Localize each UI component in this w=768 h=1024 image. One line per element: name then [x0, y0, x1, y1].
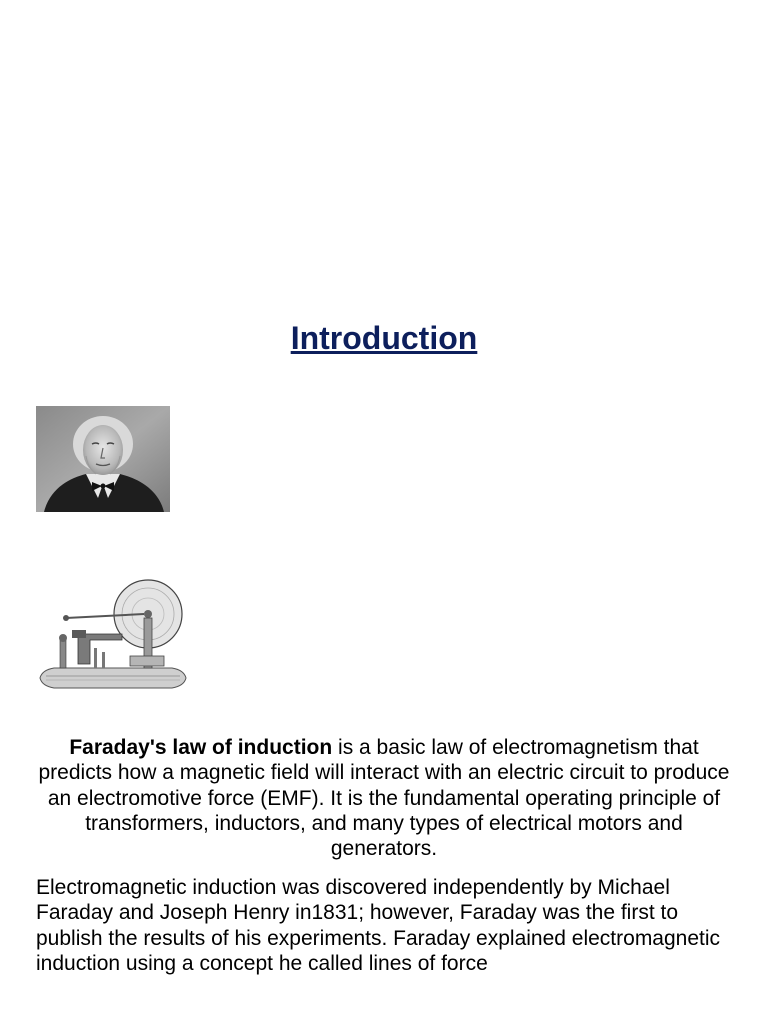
paragraph-body: is a basic law of electromagnetism that predicts how a magnetic field will interact with an electric circuit to produce an electromotive force (EMF). It is the fundamental operating principle of transformers, inductors, and many types of electrical motors and generators. [38, 736, 730, 861]
faraday-portrait-image [36, 406, 170, 512]
history-paragraph: Electromagnetic induction was discovered independently by Michael Faraday and Joseph Henry in1831; however, Faraday was the first to publish the results of his experiments. Faraday explained electromagnetic induction using a concept he called lines of force [36, 876, 721, 975]
page-title: Introduction [290, 320, 478, 356]
faraday-disk-image [36, 578, 188, 692]
paragraph-lead-term: Faraday's law of induction [69, 736, 333, 759]
intro-paragraph [30, 735, 738, 861]
